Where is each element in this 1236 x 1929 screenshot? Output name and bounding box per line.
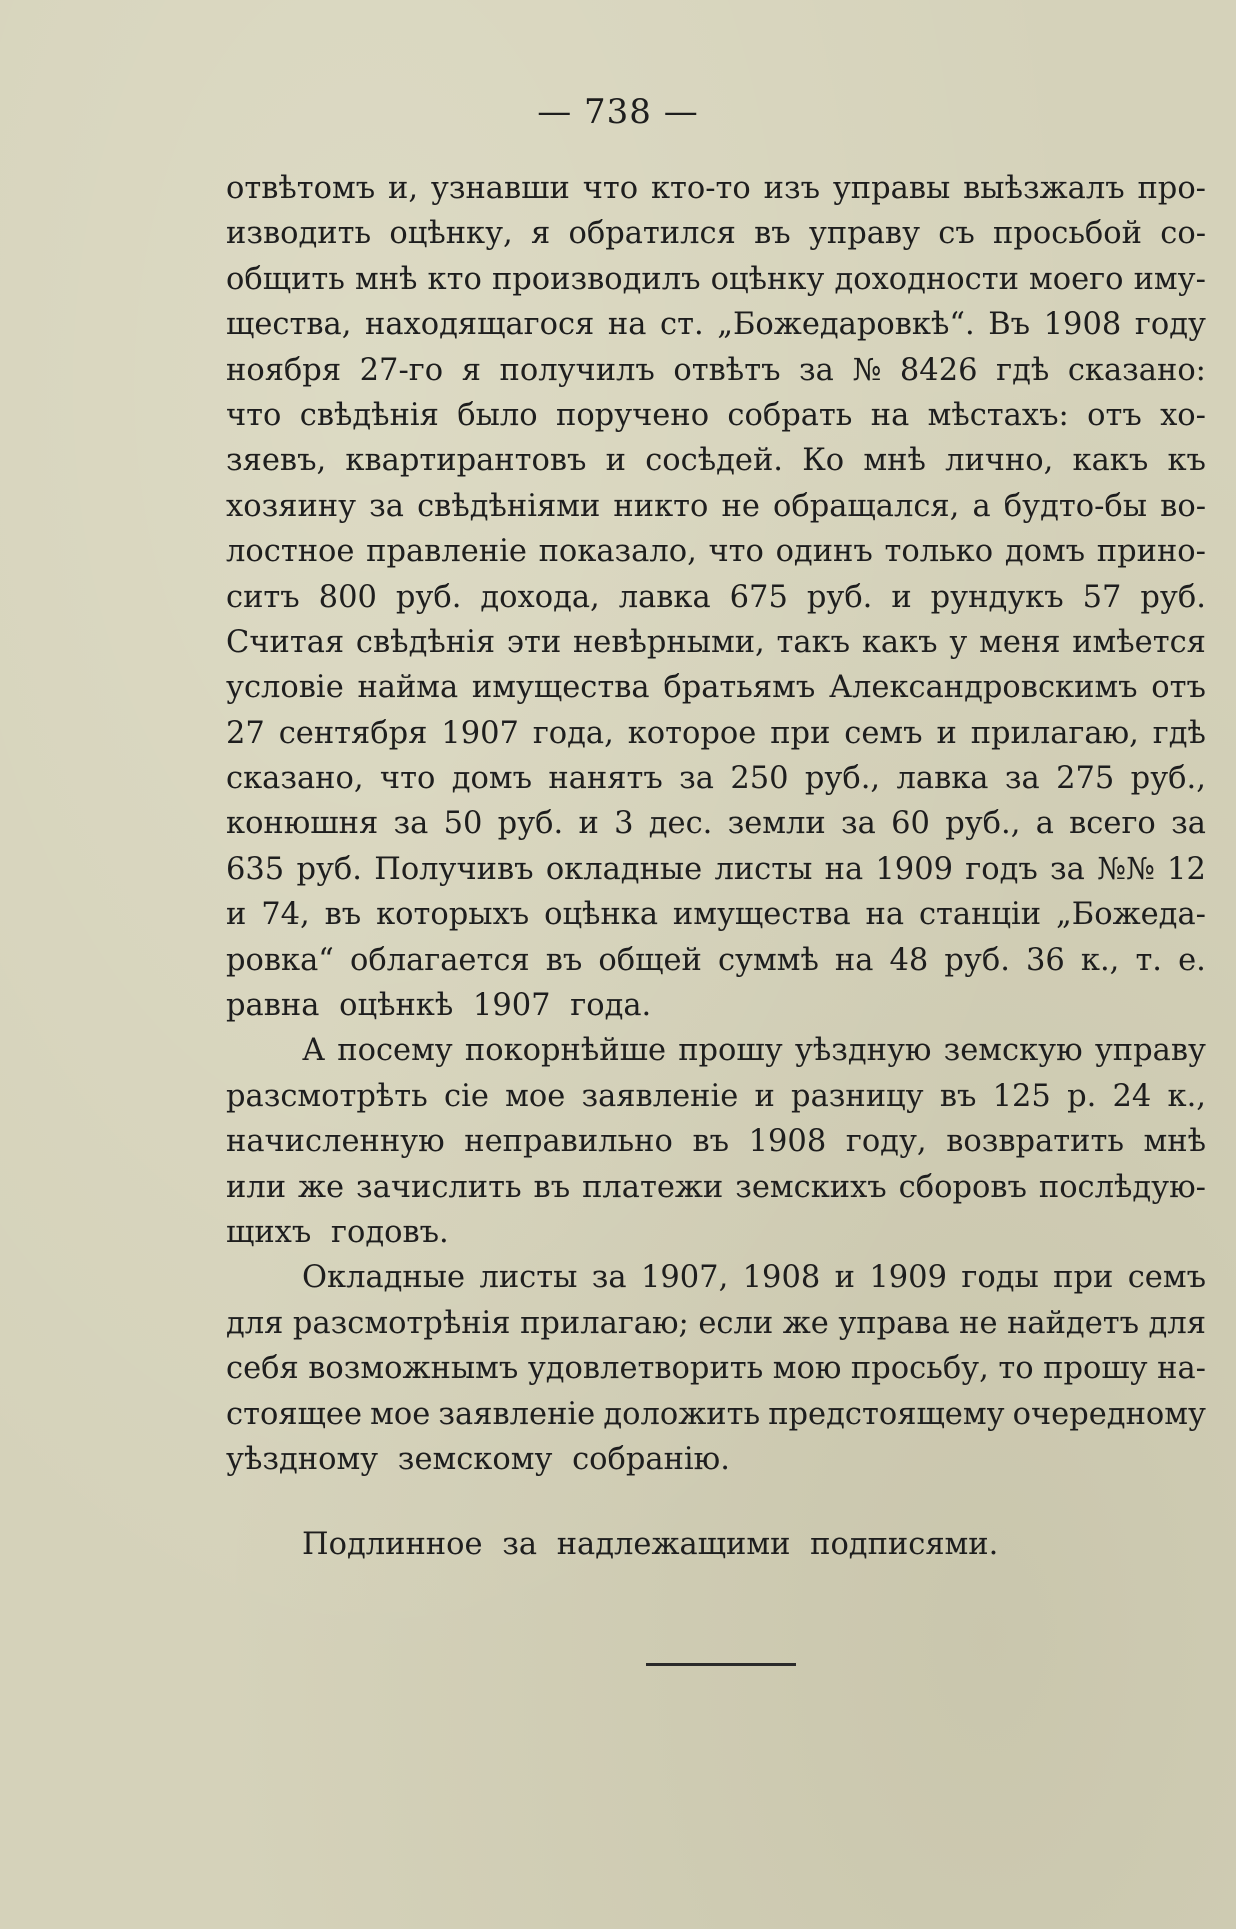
word: к., <box>1167 1078 1206 1114</box>
word: общей <box>598 942 702 978</box>
word: на- <box>1157 1351 1206 1387</box>
word: годы <box>961 1260 1039 1296</box>
word: къ <box>1167 443 1206 479</box>
text-line <box>226 892 1206 937</box>
word: гдѣ <box>1152 715 1206 751</box>
word: или <box>226 1169 287 1205</box>
word: оцѣнка <box>544 897 659 933</box>
word: найма <box>357 670 459 706</box>
word: и <box>754 1078 775 1114</box>
word: управы <box>832 171 951 206</box>
word: заявленіе <box>581 1078 739 1114</box>
word: суммѣ <box>717 942 819 978</box>
section-divider <box>646 1663 796 1666</box>
word: въ <box>939 1078 977 1114</box>
word: 675 <box>729 579 788 615</box>
word: возможнымъ <box>308 1351 519 1387</box>
word: руб., <box>1130 761 1206 797</box>
word: отвѣтъ <box>673 352 781 388</box>
word: обращался, <box>772 488 960 524</box>
text-line <box>226 393 1206 438</box>
paragraph-3 <box>226 1255 1206 1482</box>
word: щества, <box>226 307 352 343</box>
word: уѣздную <box>794 1033 932 1069</box>
text-line <box>226 711 1206 756</box>
word: мнѣ <box>1143 1124 1206 1160</box>
text-line <box>226 166 1206 211</box>
word: прино- <box>1096 534 1206 570</box>
word: я <box>461 352 481 388</box>
word: поручено <box>555 397 710 433</box>
word: лостное <box>226 534 355 570</box>
word: руб. <box>1140 579 1206 615</box>
word: прилагаю; <box>520 1305 689 1341</box>
word: 1908 <box>1043 307 1122 343</box>
word: земли <box>727 806 826 842</box>
word: ситъ <box>226 579 300 615</box>
word: лавка <box>618 579 711 615</box>
word: квартирантовъ <box>345 443 587 479</box>
word: что <box>582 171 639 206</box>
word: руб., <box>804 761 881 797</box>
word: на <box>865 897 905 933</box>
word: имущества <box>471 670 650 706</box>
word: отъ <box>1151 670 1206 706</box>
word: ровка“ <box>226 942 334 978</box>
word: листы <box>714 851 813 887</box>
text-line <box>226 620 1206 665</box>
word: 275 <box>1056 761 1115 797</box>
word: прилагаю, <box>970 715 1139 751</box>
word: имѣется <box>1072 624 1206 660</box>
word: руб. <box>395 579 462 615</box>
word: послѣдую- <box>1038 1169 1206 1205</box>
word: моего <box>1029 261 1124 297</box>
word: руб. <box>944 942 1010 978</box>
word: мѣстахъ: <box>927 397 1069 433</box>
word: просьбой <box>993 216 1142 252</box>
word: руб. <box>497 806 564 842</box>
word: нанятъ <box>548 761 663 797</box>
word: покорнѣйше <box>464 1033 667 1069</box>
word: удовлетворить <box>527 1351 764 1387</box>
word: показало, <box>538 534 697 570</box>
word: сосѣдей. <box>645 443 783 479</box>
word: за <box>1171 806 1206 842</box>
word: и <box>834 1260 855 1296</box>
word: же <box>782 1305 829 1341</box>
word: изъ <box>763 171 820 206</box>
word: рундукъ <box>930 579 1064 615</box>
word: для <box>1148 1305 1206 1341</box>
word: на <box>824 851 864 887</box>
word: мнѣ <box>354 261 418 297</box>
word: годъ <box>965 851 1038 887</box>
text-line <box>226 438 1206 483</box>
word: 50 <box>443 806 483 842</box>
word: р. <box>1067 1078 1097 1114</box>
word: для <box>226 1305 284 1341</box>
word: руб., <box>945 806 1021 842</box>
word: и, <box>388 171 419 206</box>
word: Считая <box>226 624 345 660</box>
word: 125 <box>992 1078 1051 1114</box>
word: 74, <box>261 897 310 933</box>
word: 57 <box>1082 579 1122 615</box>
word: а <box>972 488 991 524</box>
word: руб. <box>296 851 362 887</box>
word: дес. <box>648 806 713 842</box>
word: и <box>578 806 599 842</box>
word: ст. <box>659 307 704 343</box>
word: 1908 <box>742 1260 821 1296</box>
text-line <box>226 1255 1206 1300</box>
text-line <box>226 529 1206 574</box>
text-line <box>226 1074 1206 1119</box>
word: эти <box>506 624 562 660</box>
text-line <box>226 575 1206 620</box>
paragraph-1 <box>226 166 1206 1028</box>
word: посему <box>337 1033 453 1069</box>
word: братьямъ <box>663 670 816 706</box>
word: 1907 <box>441 715 519 751</box>
word: во- <box>1160 488 1206 524</box>
word: сентября <box>278 715 428 751</box>
text-line <box>226 665 1206 710</box>
spacer <box>226 1482 1206 1522</box>
word: мое <box>370 1396 431 1432</box>
word: просьбу, <box>850 1351 989 1387</box>
word: за <box>1050 851 1085 887</box>
word: гдѣ <box>996 352 1050 388</box>
text-line <box>226 1346 1206 1391</box>
word: зачислить <box>356 1169 522 1205</box>
word: дохода, <box>480 579 600 615</box>
word: же <box>297 1169 345 1205</box>
text-line <box>226 801 1206 846</box>
word: доходности <box>834 261 1019 297</box>
word: то <box>998 1351 1034 1387</box>
word: если <box>698 1305 774 1341</box>
word: е. <box>1178 942 1206 978</box>
word: земскихъ <box>735 1169 887 1205</box>
text-line <box>226 302 1206 347</box>
paragraph-2 <box>226 1028 1206 1255</box>
word: хозяину <box>226 488 357 524</box>
word: сіе <box>444 1078 489 1114</box>
word: сказано, <box>226 761 364 797</box>
word: въ <box>692 1124 730 1160</box>
word: найдетъ <box>1007 1305 1140 1341</box>
word: какъ <box>1072 443 1149 479</box>
word: 27-го <box>359 352 444 388</box>
word: выѣзжалъ <box>963 171 1125 206</box>
word: т. <box>1135 942 1163 978</box>
word: к., <box>1080 942 1120 978</box>
word: иму- <box>1133 261 1206 297</box>
word: окладные <box>545 851 703 887</box>
word: меня <box>979 624 1061 660</box>
word: за <box>799 352 834 388</box>
word: сказано: <box>1067 352 1206 388</box>
word: неправильно <box>464 1124 673 1160</box>
word: №№ <box>1097 851 1155 887</box>
word: получилъ <box>499 352 655 388</box>
word: предстоящему <box>768 1396 1005 1432</box>
word: 800 <box>318 579 377 615</box>
word: возвратить <box>946 1124 1124 1160</box>
word: году <box>1134 307 1206 343</box>
text-line <box>226 257 1206 302</box>
word: въ <box>754 216 791 252</box>
word: отъ <box>1087 397 1142 433</box>
word: что <box>226 397 282 433</box>
closing-line: Подлинное за надлежащими подписями. <box>302 1527 999 1563</box>
text-line: щихъ годовъ. <box>226 1214 449 1250</box>
word: 250 <box>730 761 789 797</box>
word: свѣдѣнія <box>355 624 496 660</box>
word: 24 <box>1112 1078 1152 1114</box>
word: за <box>591 1260 627 1296</box>
word: въ <box>533 1169 571 1205</box>
word: 27 <box>226 715 265 751</box>
word: въ <box>324 897 362 933</box>
word: и <box>605 443 626 479</box>
word: управа <box>838 1305 950 1341</box>
word: и <box>226 897 247 933</box>
word: будто-бы <box>1003 488 1148 524</box>
word: находящагося <box>365 307 595 343</box>
word: на <box>607 307 647 343</box>
word: себя <box>226 1351 299 1387</box>
word: на <box>870 397 910 433</box>
word: облагается <box>349 942 530 978</box>
word: мое <box>505 1078 566 1114</box>
text-line <box>226 938 1206 983</box>
word: узнавши <box>430 171 570 206</box>
word: и <box>891 579 912 615</box>
word: года, <box>532 715 614 751</box>
word: при <box>770 715 831 751</box>
word: разсмотрѣть <box>226 1078 428 1114</box>
word: А <box>302 1033 326 1069</box>
word: которыхъ <box>376 897 530 933</box>
text-line <box>226 1301 1206 1346</box>
word: на <box>834 942 874 978</box>
word: разсмотрѣнія <box>292 1305 511 1341</box>
word: руб. <box>806 579 873 615</box>
word: хо- <box>1160 397 1206 433</box>
word: отвѣтомъ <box>226 171 376 206</box>
word: такъ <box>776 624 851 660</box>
word: Окладные <box>302 1260 466 1296</box>
word: только <box>884 534 994 570</box>
word: платежи <box>582 1169 724 1205</box>
word: въ <box>545 942 583 978</box>
text-line <box>226 484 1206 529</box>
word: 12 <box>1167 851 1206 887</box>
word: доложить <box>603 1396 761 1432</box>
word: Получивъ <box>374 851 534 887</box>
word: заявленіе <box>438 1396 596 1432</box>
word: земскую <box>943 1033 1083 1069</box>
word: общить <box>226 261 345 297</box>
word: а <box>1035 806 1054 842</box>
word: семъ <box>844 715 923 751</box>
word: съ <box>938 216 975 252</box>
word: за <box>393 806 429 842</box>
text-line <box>226 211 1206 256</box>
word: изводить <box>226 216 372 252</box>
word: всего <box>1069 806 1156 842</box>
word: обратился <box>568 216 736 252</box>
text-line <box>226 756 1206 801</box>
word: станціи <box>918 897 1042 933</box>
word: „Божедаровкѣ“. <box>717 307 975 343</box>
word: оцѣнку, <box>389 216 513 252</box>
word: не <box>721 488 760 524</box>
word: стоящее <box>226 1396 363 1432</box>
word: году, <box>845 1124 927 1160</box>
text-line: равна оцѣнкѣ 1907 года. <box>226 988 652 1024</box>
word: которое <box>627 715 757 751</box>
word: при <box>1053 1260 1114 1296</box>
word: условіе <box>226 670 344 706</box>
word: свѣдѣніями <box>417 488 601 524</box>
word: кто-то <box>650 171 751 206</box>
document-body <box>226 166 1206 1568</box>
text-line: уѣздному земскому собранію. <box>226 1441 730 1477</box>
word: 60 <box>891 806 930 842</box>
word: невѣрными, <box>572 624 765 660</box>
word: правленіе <box>366 534 527 570</box>
word: Александровскимъ <box>828 670 1138 706</box>
text-line <box>226 1028 1206 1073</box>
word: 635 <box>226 851 285 887</box>
word: 36 <box>1026 942 1065 978</box>
word: не <box>959 1305 998 1341</box>
page-number: — 738 — <box>537 92 699 132</box>
word: никто <box>613 488 709 524</box>
word: за <box>369 488 404 524</box>
word: мнѣ <box>863 443 926 479</box>
text-line <box>226 1165 1206 1210</box>
word: со- <box>1160 216 1206 252</box>
word: прошу <box>1043 1351 1148 1387</box>
word: Въ <box>988 307 1031 343</box>
word: очередному <box>1012 1396 1206 1432</box>
word: я <box>531 216 551 252</box>
word: семъ <box>1127 1260 1206 1296</box>
word: оцѣнку <box>710 261 825 297</box>
word: за <box>841 806 876 842</box>
word: одинъ <box>775 534 873 570</box>
word: № <box>852 352 882 388</box>
word: 1907, <box>640 1260 729 1296</box>
word: производилъ <box>491 261 701 297</box>
word: управу <box>1094 1033 1206 1069</box>
word: домъ <box>451 761 532 797</box>
word: прошу <box>678 1033 783 1069</box>
word: у <box>949 624 968 660</box>
word: мою <box>772 1351 842 1387</box>
word: 3 <box>614 806 634 842</box>
word: имущества <box>672 897 851 933</box>
word: собрать <box>727 397 853 433</box>
word: 48 <box>889 942 929 978</box>
text-line <box>226 348 1206 393</box>
word: что <box>708 534 764 570</box>
word: ноября <box>226 352 342 388</box>
word: домъ <box>1004 534 1086 570</box>
word: за <box>1004 761 1040 797</box>
word: сборовъ <box>898 1169 1027 1205</box>
word: „Божеда- <box>1056 897 1206 933</box>
word: 1909 <box>869 1260 947 1296</box>
word: управу <box>808 216 921 252</box>
word: какъ <box>861 624 938 660</box>
word: 8426 <box>899 352 978 388</box>
word: конюшня <box>226 806 379 842</box>
word: и <box>936 715 957 751</box>
word: кто <box>427 261 482 297</box>
word: 1909 <box>875 851 954 887</box>
word: что <box>379 761 436 797</box>
word: 1908 <box>748 1124 827 1160</box>
word: про- <box>1137 171 1206 206</box>
text-line <box>226 1392 1206 1437</box>
word: лично, <box>945 443 1054 479</box>
text-line <box>226 1119 1206 1164</box>
word: свѣдѣнія <box>299 397 439 433</box>
word: зяевъ, <box>226 443 327 479</box>
word: разницу <box>791 1078 924 1114</box>
word: было <box>457 397 538 433</box>
word: за <box>679 761 714 797</box>
text-line <box>226 847 1206 892</box>
word: листы <box>479 1260 578 1296</box>
word: начисленную <box>226 1124 445 1160</box>
word: лавка <box>896 761 989 797</box>
word: Ко <box>802 443 845 479</box>
